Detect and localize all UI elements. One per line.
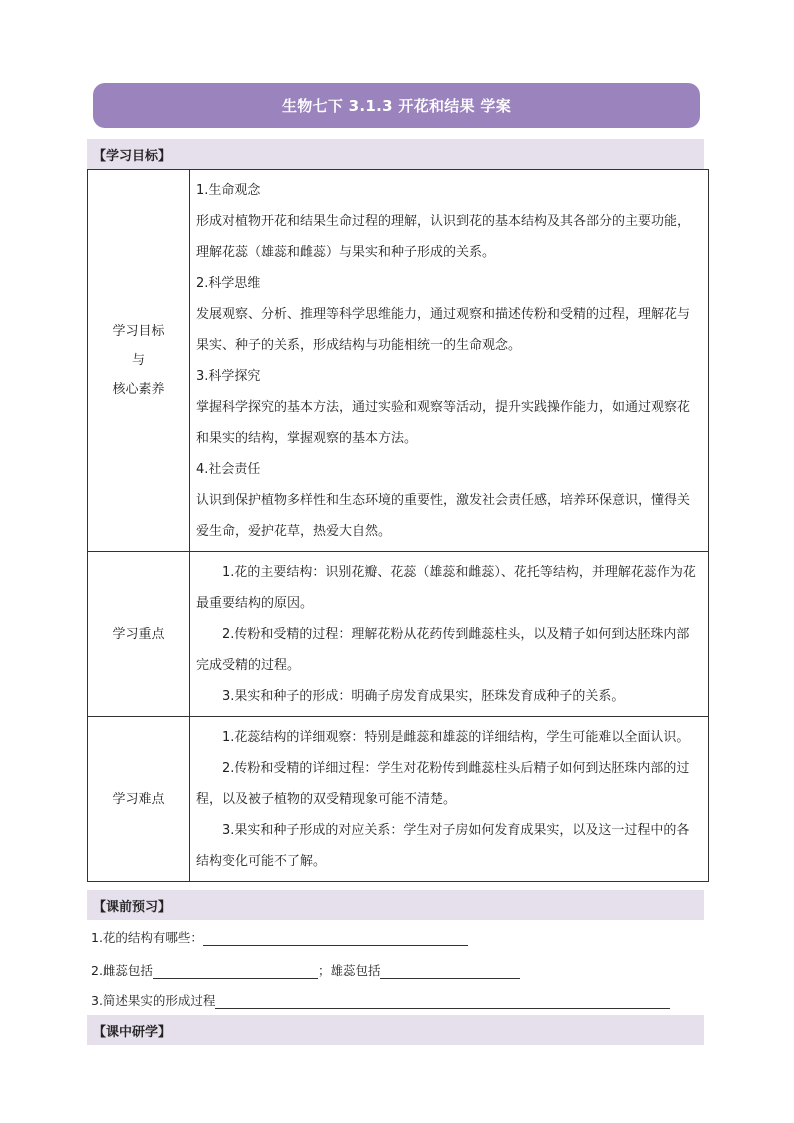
row-label-difficulties: 学习难点 <box>88 717 190 882</box>
section-title: 【课中研学】 <box>93 1024 172 1040</box>
answer-blank[interactable] <box>153 964 318 979</box>
objectives-content <box>190 170 709 552</box>
question-text: 2.雌蕊包括 <box>91 963 153 978</box>
difficulty-item: 3.果实和种子形成的对应关系：学生对子房如何发育成果实，以及这一过程中的各结构变化可能不了解。 <box>196 823 690 869</box>
answer-blank[interactable] <box>203 931 468 946</box>
section-header-study <box>87 1015 704 1045</box>
title-banner <box>93 83 700 128</box>
difficulty-item: 1.花蕊结构的详细观察：特别是雌蕊和雄蕊的详细结构，学生可能难以全面认识。 <box>222 730 690 745</box>
table-row-difficulties <box>88 717 709 882</box>
objective-text: 掌握科学探究的基本方法，通过实验和观察等活动，提升实践操作能力，如通过观察花和果实的结构，掌握观察的基本方法。 <box>196 400 691 446</box>
row-label-key-points: 学习重点 <box>88 552 190 717</box>
table-row-objectives <box>88 170 709 552</box>
key-points-content <box>190 552 709 717</box>
question-text: 1.花的结构有哪些： <box>91 930 203 945</box>
key-point-item: 2.传粉和受精的过程：理解花粉从花药传到雌蕊柱头，以及精子如何到达胚珠内部完成受精的过程。 <box>196 627 690 673</box>
answer-blank[interactable] <box>380 964 520 979</box>
objective-text: 形成对植物开花和结果生命过程的理解，认识到花的基本结构及其各部分的主要功能，理解花蕊（雄蕊和雌蕊）与果实和种子形成的关系。 <box>196 214 691 260</box>
section-title: 【课前预习】 <box>93 899 172 915</box>
key-point-item: 3.果实和种子的形成：明确子房发育成果实，胚珠发育成种子的关系。 <box>222 689 625 704</box>
difficulties-content <box>190 717 709 882</box>
row-label-objectives <box>88 170 190 552</box>
section-title: 【学习目标】 <box>93 148 172 164</box>
label-line: 核心素养 <box>112 382 165 397</box>
objective-heading: 2.科学思维 <box>196 276 261 291</box>
key-point-item: 1.花的主要结构：识别花瓣、花蕊（雄蕊和雌蕊）、花托等结构，并理解花蕊作为花最重要结构的原因。 <box>196 565 696 611</box>
goals-table <box>87 169 709 882</box>
page-title: 生物七下 3.1.3 开花和结果 学案 <box>281 97 512 115</box>
objective-text: 认识到保护植物多样性和生态环境的重要性，激发社会责任感，培养环保意识，懂得关爱生命，爱护花草，热爱大自然。 <box>196 493 691 539</box>
question-text: 3.简述果实的形成过程 <box>91 993 216 1008</box>
objective-heading: 3.科学探究 <box>196 369 261 384</box>
table-row-key-points <box>88 552 709 717</box>
question-text: ；雄蕊包括 <box>317 963 381 978</box>
difficulty-item: 2.传粉和受精的详细过程：学生对花粉传到雌蕊柱头后精子如何到达胚珠内部的过程，以及被子植物的双受精现象可能不清楚。 <box>196 761 690 807</box>
section-header-goals <box>87 139 704 169</box>
preview-question-2 <box>91 961 520 979</box>
answer-blank[interactable] <box>215 994 670 1009</box>
label-line: 学习目标 <box>112 324 165 339</box>
objective-heading: 4.社会责任 <box>196 462 261 477</box>
preview-question-3 <box>91 991 670 1009</box>
label-line: 与 <box>131 353 145 368</box>
section-header-preview <box>87 890 704 920</box>
objective-text: 发展观察、分析、推理等科学思维能力，通过观察和描述传粉和受精的过程，理解花与果实、种子的关系，形成结构与功能相统一的生命观念。 <box>196 307 691 353</box>
objective-heading: 1.生命观念 <box>196 183 261 198</box>
preview-question-1 <box>91 928 468 946</box>
